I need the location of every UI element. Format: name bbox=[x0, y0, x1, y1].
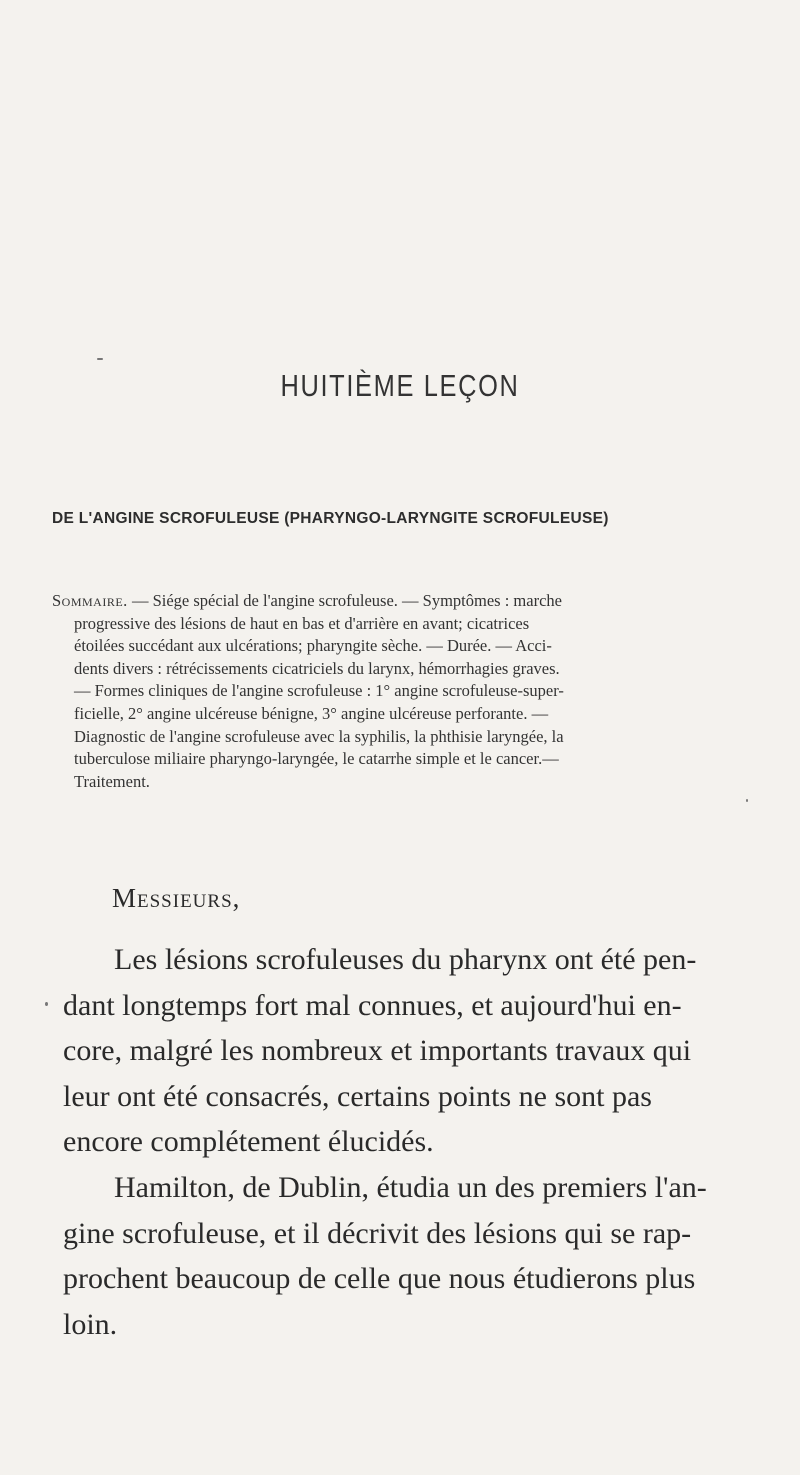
body-line: gine scrofuleuse, et il décrivit des lésions qui se rap- bbox=[63, 1216, 692, 1250]
body-line: prochent beaucoup de celle que nous étudierons plus bbox=[63, 1262, 696, 1296]
summary-line: Sommaire. — Siége spécial de l'angine scrofuleuse. — Symptômes : marche bbox=[52, 591, 562, 610]
summary-line: tuberculose miliaire pharyngo-laryngée, le catarrhe simple et le cancer.— bbox=[74, 749, 559, 769]
summary-label: Sommaire. bbox=[52, 591, 128, 610]
body-line: core, malgré les nombreux et importants travaux qui bbox=[63, 1034, 692, 1068]
summary-line: ficielle, 2° angine ulcéreuse bénigne, 3° angine ulcéreuse perforante. — bbox=[74, 703, 549, 723]
body-line: Les lésions scrofuleuses du pharynx ont été pen- bbox=[114, 943, 697, 976]
summary-line: étoilées succédant aux ulcérations; pharyngite sèche. — Durée. — Acci- bbox=[74, 636, 552, 656]
summary-line: Traitement. bbox=[74, 771, 150, 791]
paper-speck bbox=[45, 1002, 48, 1006]
paper-speck bbox=[97, 358, 103, 360]
body-line: loin. bbox=[63, 1307, 118, 1341]
body-line: dant longtemps fort mal connues, et aujourd'hui en- bbox=[63, 988, 682, 1022]
paper-speck bbox=[746, 799, 748, 802]
summary-line: dents divers : rétrécissements cicatriciels du larynx, hémorrhagies graves. bbox=[74, 658, 560, 678]
salutation: Messieurs, bbox=[112, 883, 241, 913]
body-line: Hamilton, de Dublin, étudia un des premiers l'an- bbox=[114, 1170, 707, 1204]
summary-paragraph bbox=[52, 590, 714, 793]
summary-line: Diagnostic de l'angine scrofuleuse avec la syphilis, la phthisie laryngée, la bbox=[74, 726, 564, 746]
chapter-title: HUITIÈME LEÇON bbox=[280, 368, 520, 403]
summary-line: — Formes cliniques de l'angine scrofuleuse : 1° angine scrofuleuse-super- bbox=[74, 681, 564, 701]
chapter-subtitle: DE L'ANGINE SCROFULEUSE (PHARYNGO-LARYNGITE SCROFULEUSE) bbox=[52, 510, 609, 527]
body-line: leur ont été consacrés, certains points ne sont pas bbox=[63, 1079, 652, 1113]
body-paragraphs bbox=[63, 937, 713, 1347]
body-line: encore complétement élucidés. bbox=[63, 1125, 434, 1159]
summary-line: progressive des lésions de haut en bas et d'arrière en avant; cicatrices bbox=[74, 613, 530, 633]
